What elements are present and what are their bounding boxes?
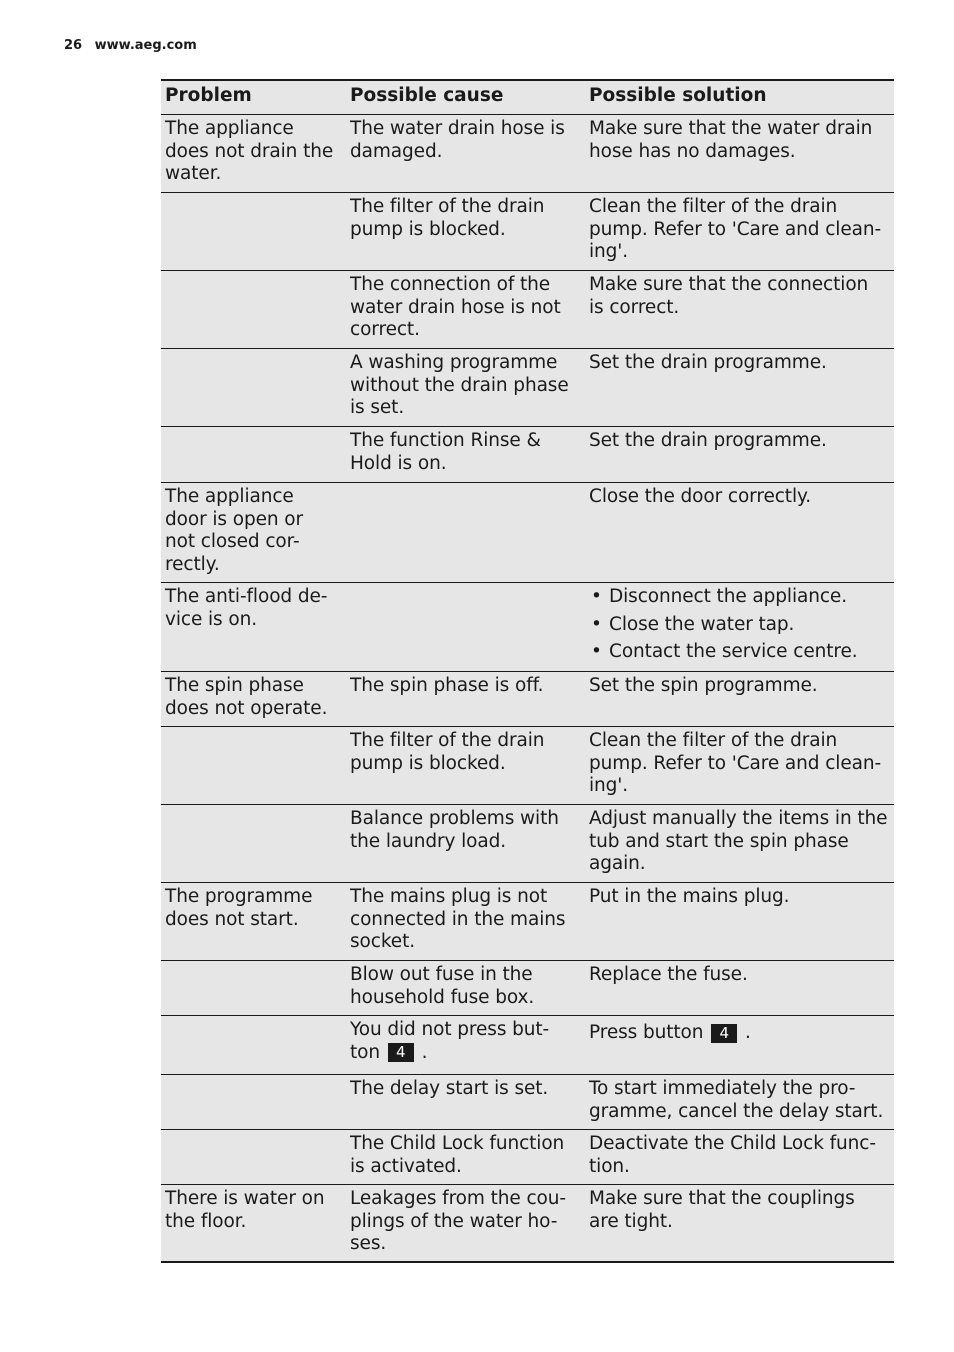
cause-text-before: You did not press but- ton — [350, 1019, 550, 1063]
solution-text: Put in the mains plug. — [589, 886, 790, 907]
cause-text: The spin phase is off. — [350, 675, 544, 696]
cause-cell — [346, 193, 585, 271]
solution-text-after: . — [744, 1022, 751, 1043]
problem-cell — [161, 483, 346, 583]
solution-text: Replace the fuse. — [589, 964, 748, 985]
solution-cell — [585, 672, 894, 727]
problem-cell — [161, 1185, 346, 1262]
solution-text: Make sure that the couplings are tight. — [589, 1188, 855, 1232]
table-row — [161, 805, 894, 883]
cause-text: Balance problems with the laundry load. — [350, 808, 559, 852]
bullet-item: • Disconnect the appliance. — [609, 586, 890, 609]
cause-text: The connection of the water drain hose is not correct. — [350, 274, 561, 340]
table-row — [161, 1185, 894, 1262]
problem-cell — [161, 1130, 346, 1185]
solution-text-before: Press button — [589, 1022, 704, 1043]
cause-text-after: . — [421, 1041, 428, 1063]
table-row — [161, 427, 894, 483]
cause-cell — [346, 271, 585, 349]
cause-cell — [346, 883, 585, 961]
problem-cell — [161, 1075, 346, 1130]
table-row — [161, 349, 894, 427]
problem-cell — [161, 1016, 346, 1075]
solution-cell — [585, 805, 894, 883]
solution-cell — [585, 349, 894, 427]
problem-cell — [161, 883, 346, 961]
solution-text: Make sure that the connection is correct. — [589, 274, 869, 318]
cause-cell — [346, 1130, 585, 1185]
cause-cell — [346, 1185, 585, 1262]
solution-text: Close the door correctly. — [589, 486, 811, 507]
problem-cell — [161, 349, 346, 427]
table-row — [161, 1075, 894, 1130]
cause-cell — [346, 727, 585, 805]
table-row — [161, 672, 894, 727]
cause-text: A washing programme without the drain phase is set. — [350, 352, 569, 418]
solution-cell — [585, 193, 894, 271]
problem-cell — [161, 961, 346, 1016]
solution-text: Adjust manually the items in the tub and start the spin phase again. — [589, 808, 888, 874]
solution-cell — [585, 961, 894, 1016]
column-header-cause: Possible cause — [346, 80, 585, 115]
solution-cell — [585, 1130, 894, 1185]
problem-cell — [161, 805, 346, 883]
problem-cell — [161, 727, 346, 805]
table-row — [161, 193, 894, 271]
solution-cell — [585, 1185, 894, 1262]
problem-cell — [161, 672, 346, 727]
solution-cell — [585, 115, 894, 193]
table-row — [161, 961, 894, 1016]
solution-cell — [585, 271, 894, 349]
problem-cell — [161, 193, 346, 271]
solution-text: Set the spin programme. — [589, 675, 818, 696]
button-4-icon: 4 — [388, 1043, 414, 1062]
cause-text: The filter of the drain pump is blocked. — [350, 196, 545, 240]
problem-cell — [161, 115, 346, 193]
solution-text: Deactivate the Child Lock func- tion. — [589, 1133, 876, 1177]
table-row — [161, 583, 894, 672]
cause-text: The delay start is set. — [350, 1078, 549, 1099]
page-number: 26 — [64, 38, 83, 53]
page-header — [64, 38, 197, 53]
solution-cell — [585, 483, 894, 583]
problem-cell — [161, 271, 346, 349]
solution-text: To start immediately the pro- gramme, cancel the delay start. — [589, 1078, 884, 1122]
table-row — [161, 883, 894, 961]
solution-text: Make sure that the water drain hose has no damages. — [589, 118, 873, 162]
solution-text: Clean the filter of the drain pump. Refer to 'Care and clean- ing'. — [589, 196, 882, 262]
solution-cell — [585, 583, 894, 672]
cause-text: The Child Lock function is activated. — [350, 1133, 565, 1177]
column-header-solution: Possible solution — [585, 80, 894, 115]
cause-cell — [346, 672, 585, 727]
cause-cell — [346, 583, 585, 672]
cause-cell — [346, 1075, 585, 1130]
table-row — [161, 483, 894, 583]
column-header-problem: Problem — [161, 80, 346, 115]
problem-text: The spin phase does not operate. — [165, 675, 328, 719]
solution-bullet-list — [589, 586, 890, 664]
cause-cell — [346, 115, 585, 193]
website-url: www.aeg.com — [94, 38, 197, 53]
table-row — [161, 115, 894, 193]
solution-cell — [585, 427, 894, 483]
problem-text: There is water on the floor. — [165, 1188, 325, 1232]
solution-text: Clean the filter of the drain pump. Refer to 'Care and clean- ing'. — [589, 730, 882, 796]
bullet-item: • Contact the service centre. — [609, 641, 890, 664]
cause-cell — [346, 961, 585, 1016]
solution-text: Set the drain programme. — [589, 430, 827, 451]
problem-text: The appliance does not drain the water. — [165, 118, 334, 184]
table-row — [161, 1130, 894, 1185]
problem-text: The appliance door is open or not closed cor- rectly. — [165, 486, 303, 575]
cause-text: Leakages from the cou- plings of the water ho- ses. — [350, 1188, 566, 1254]
cause-cell — [346, 349, 585, 427]
solution-text — [589, 1019, 890, 1045]
problem-text: The programme does not start. — [165, 886, 313, 930]
solution-cell — [585, 727, 894, 805]
troubleshooting-table — [161, 79, 894, 1263]
solution-cell — [585, 1016, 894, 1075]
cause-text: The water drain hose is damaged. — [350, 118, 565, 162]
problem-cell — [161, 427, 346, 483]
problem-text: The anti-flood de- vice is on. — [165, 586, 328, 630]
cause-cell — [346, 805, 585, 883]
table-row — [161, 727, 894, 805]
button-4-icon: 4 — [711, 1024, 737, 1043]
cause-text — [350, 1019, 581, 1064]
cause-text: The mains plug is not connected in the mains socket. — [350, 886, 566, 952]
solution-text: Set the drain programme. — [589, 352, 827, 373]
problem-cell — [161, 583, 346, 672]
table-header-row — [161, 80, 894, 115]
cause-cell — [346, 483, 585, 583]
cause-text: Blow out fuse in the household fuse box. — [350, 964, 535, 1008]
cause-cell — [346, 1016, 585, 1075]
cause-cell — [346, 427, 585, 483]
cause-text: The filter of the drain pump is blocked. — [350, 730, 545, 774]
bullet-item: • Close the water tap. — [609, 614, 890, 637]
solution-cell — [585, 883, 894, 961]
solution-cell — [585, 1075, 894, 1130]
table-row — [161, 1016, 894, 1075]
table-row — [161, 271, 894, 349]
cause-text: The function Rinse & Hold is on. — [350, 430, 541, 474]
